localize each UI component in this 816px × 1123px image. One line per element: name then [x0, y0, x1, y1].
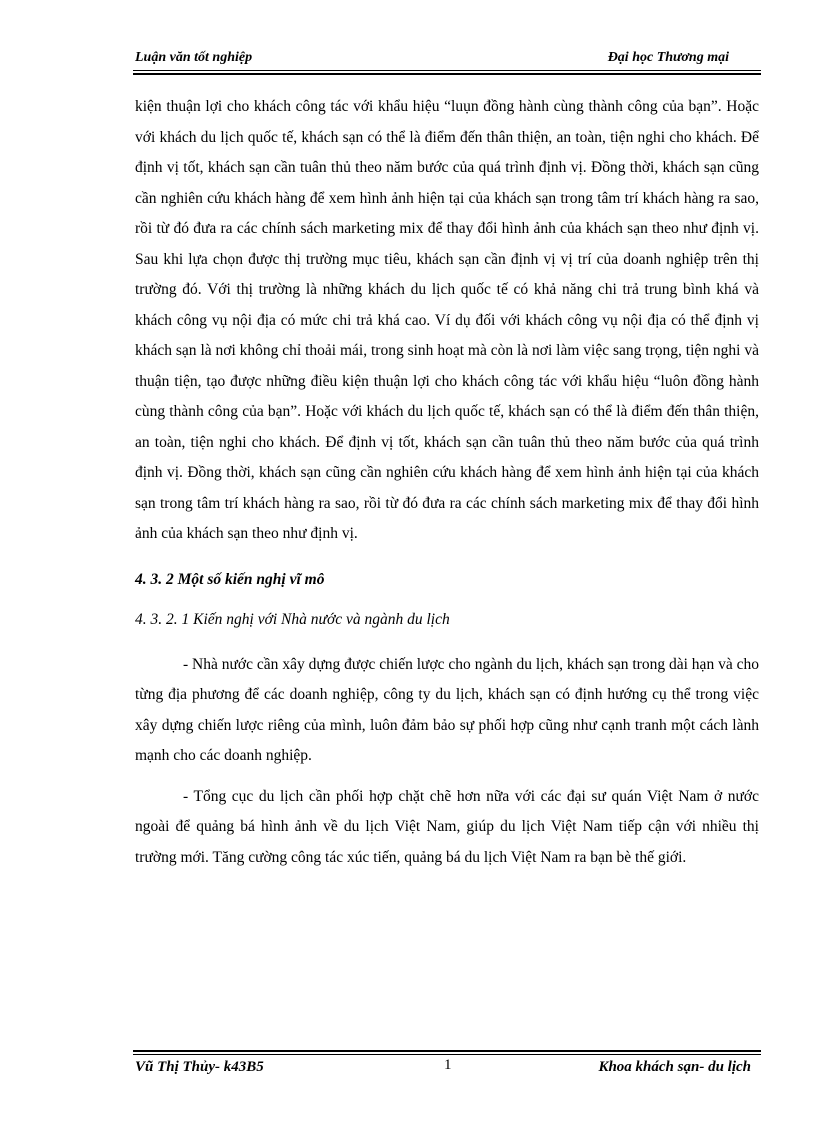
footer-rule-thin: [133, 1054, 761, 1055]
page-header: [133, 50, 761, 72]
page-number: 1: [444, 1057, 452, 1073]
footer-faculty: Khoa khách sạn- du lịch: [598, 1059, 751, 1075]
body-paragraph: kiện thuận lợi cho khách công tác với khẩu hiệu “luụn đồng hành cùng thành công của bạn”. Hoặc với khách du lịch quốc tế, khách sạn có thể là điểm đến thân thiện, an toàn, tiện nghi cho khách. Để định vị tốt, khách sạn cần tuân thủ theo năm bước của quá trình định vị. Đồng thời, khách sạn cũng cần nghiên cứu khách hàng để xem hình ảnh hiện tại của khách sạn trong tâm trí khách hàng ra sao, rồi từ đó đưa ra các chính sách marketing mix để thay đổi hình ảnh của khách sạn theo như định vị. Sau khi lựa chọn được thị trường mục tiêu, khách sạn cần định vị vị trí của doanh nghiệp trên thị trường đó. Với thị trường là những khách du lịch quốc tế có khả năng chi trả trung bình khá và khách công vụ nội địa có mức chi trả khá cao. Ví dụ đối với khách công vụ nội địa có thể định vị khách sạn là nơi không chỉ thoải mái, trong sinh hoạt mà còn là nơi làm việc sang trọng, tiện nghi và thuận tiện, tạo được những điều kiện thuận lợi cho khách công tác với khẩu hiệu “luôn đồng hành cùng thành công của bạn”. Hoặc với khách du lịch quốc tế, khách sạn có thể là điểm đến thân thiện, an toàn, tiện nghi cho khách. Để định vị tốt, khách sạn cần tuân thủ theo năm bước của quá trình định vị. Đồng thời, khách sạn cũng cần nghiên cứu khách hàng để xem hình ảnh hiện tại của khách sạn trong tâm trí khách hàng ra sao, rồi từ đó đưa ra các chính sách marketing mix để thay đổi hình ảnh của khách sạn theo như định vị.: [135, 98, 759, 542]
header-rule-thick: [133, 73, 761, 75]
page-footer: [133, 1050, 761, 1080]
footer-rule-thick: [133, 1050, 761, 1052]
page-body: [135, 92, 759, 873]
subsection-heading: 4. 3. 2. 1 Kiến nghị với Nhà nước và ngành du lịch: [135, 610, 450, 628]
section-heading: 4. 3. 2 Một số kiến nghị vĩ mô: [135, 570, 325, 588]
header-rule-thin: [133, 70, 761, 71]
header-university-label: Đại học Thương mại: [607, 50, 729, 65]
header-thesis-label: Luận văn tốt nghiệp: [135, 50, 253, 65]
bullet-paragraph-state-strategy: - Nhà nước cần xây dựng được chiến lược cho ngành du lịch, khách sạn trong dài hạn và cho từng địa phương để các doanh nghiệp, công ty du lịch, khách sạn có định hướng cụ thể trong việc xây dựng chiến lược riêng của mình, luôn đảm bảo sự phối hợp cũng như cạnh tranh một cách lành mạnh cho các doanh nghiệp.: [135, 655, 759, 764]
footer-author: Vũ Thị Thủy- k43B5: [135, 1059, 264, 1075]
bullet-paragraph-tourism-authority: - Tổng cục du lịch cần phối hợp chặt chẽ hơn nữa với các đại sư quán Việt Nam ở nước ngoài để quảng bá hình ảnh về du lịch Việt Nam, giúp du lịch Việt Nam tiếp cận với nhiều thị trường mới. Tăng cường công tác xúc tiến, quảng bá du lịch Việt Nam ra bạn bè thế giới.: [135, 787, 759, 866]
